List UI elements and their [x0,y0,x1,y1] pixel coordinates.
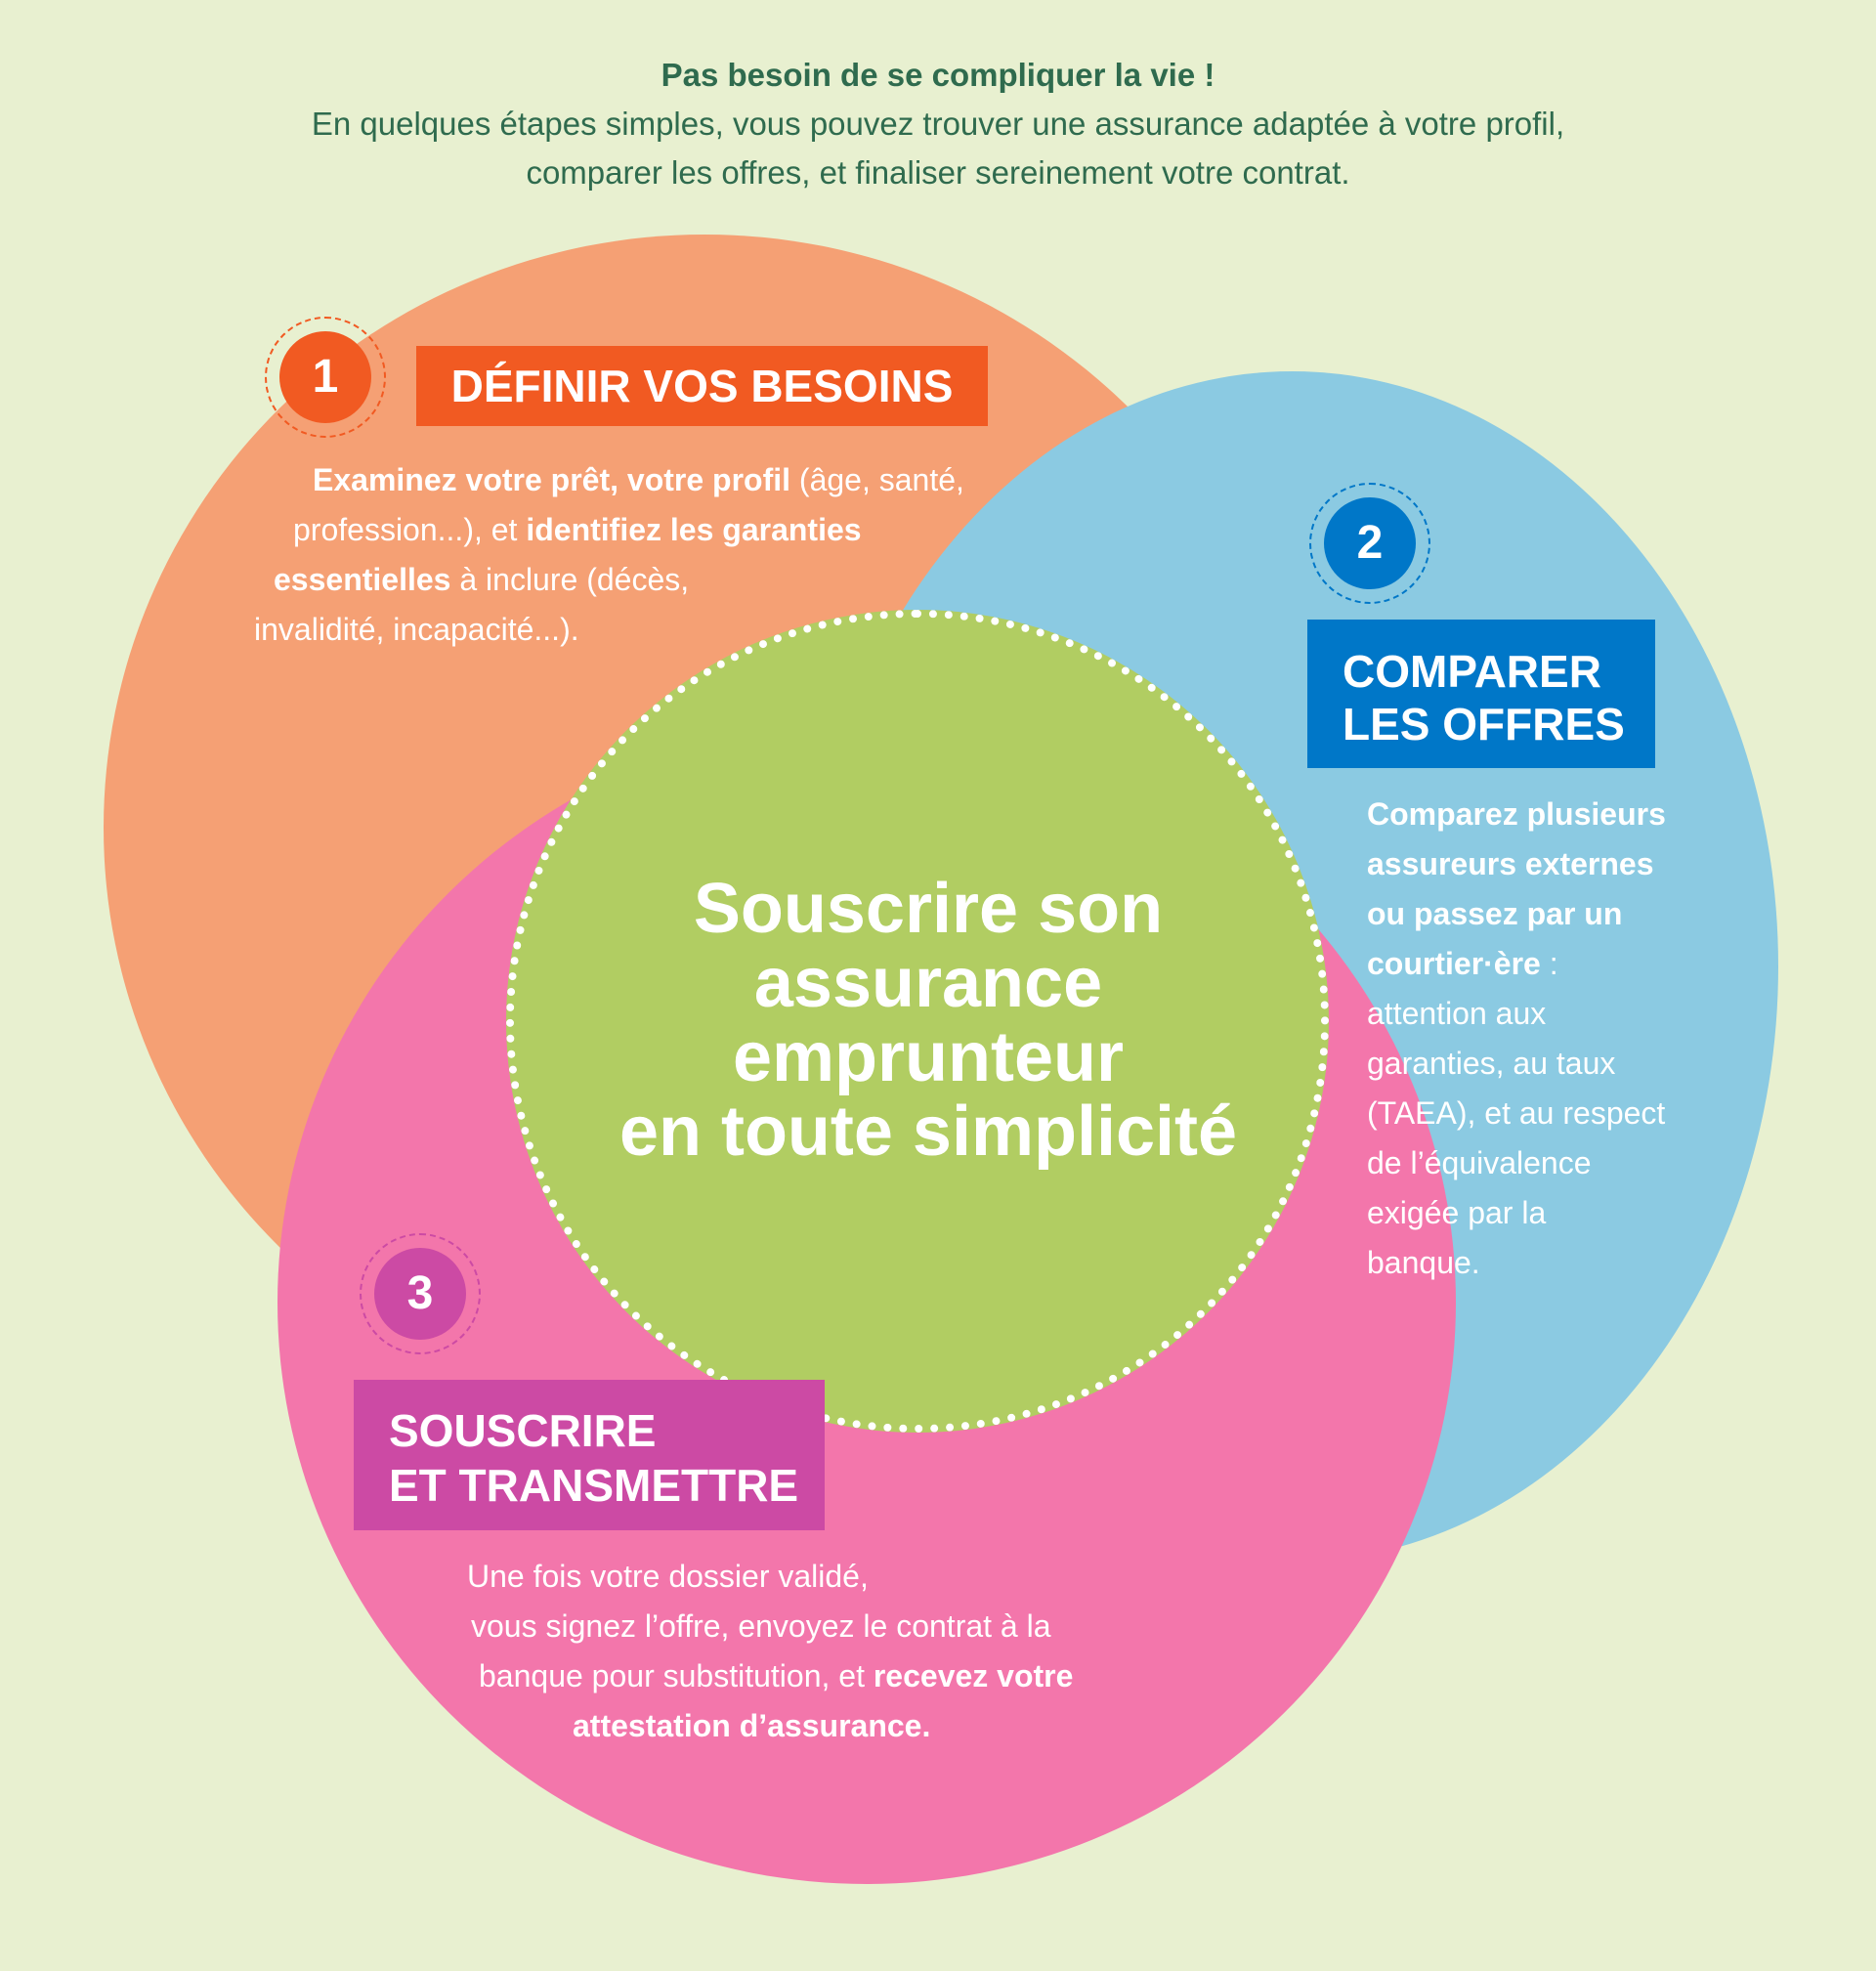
center-title-line: assurance [753,944,1103,1022]
description-line [0,505,964,555]
intro-line-2: comparer les offres, et finaliser sereinement votre contrat. [526,154,1350,191]
step-1-number: 1 [279,331,371,423]
description-line [0,1651,1073,1701]
step-3-title-line: SOUSCRIRE [389,1405,657,1456]
text: garanties, au taux [1367,1046,1616,1081]
center-title-line: Souscrire son [693,870,1164,948]
bold-text: essentielles [274,562,451,597]
text: : [1540,946,1558,981]
text: exigée par la [1367,1195,1547,1230]
description-line [0,555,964,605]
text: de l’équivalence [1367,1145,1592,1180]
description-line [1367,1138,1666,1188]
step-3-title-line: ET TRANSMETTRE [389,1460,799,1511]
intro-text [0,51,1876,197]
text: vous signez l’offre, envoyez le contrat à la [471,1608,1051,1644]
step-3-number: 3 [374,1248,466,1340]
description-line [1367,1238,1666,1288]
step-3-title [354,1380,825,1530]
bold-text: assureurs externes [1367,846,1654,881]
description-line [0,605,964,655]
description-line [0,1602,1073,1651]
bold-text: Examinez votre prêt, votre profil [313,462,791,497]
description-line [1367,989,1666,1039]
text: à inclure (décès, [450,562,690,597]
description-line [1367,939,1666,989]
text: Une fois votre dossier validé, [467,1559,869,1594]
intro-title: Pas besoin de se compliquer la vie ! [661,57,1215,93]
bold-text: Comparez plusieurs [1367,796,1666,832]
description-line [0,455,964,505]
step-2-title [1307,620,1655,768]
description-line [1367,1039,1666,1089]
center-title [567,872,1290,1169]
step-2-description [1367,790,1666,1288]
text: banque. [1367,1245,1480,1280]
description-line [1367,839,1666,889]
step-2-title-line: LES OFFRES [1343,699,1625,750]
bold-text: recevez votre [873,1658,1074,1693]
description-line [1367,1089,1666,1138]
text: (âge, santé, [790,462,964,497]
bold-text: courtier·ère [1367,946,1541,981]
step-2-title-line: COMPARER [1343,646,1601,697]
description-line [1367,889,1666,939]
bold-text: attestation d’assurance. [573,1708,931,1743]
description-line [0,1552,1073,1602]
text: banque pour substitution, et [479,1658,874,1693]
step-1-description [0,455,964,655]
description-line [0,1701,1073,1751]
step-2-number: 2 [1324,497,1416,589]
bold-text: ou passez par un [1367,896,1623,931]
step-1-title: DÉFINIR VOS BESOINS [416,346,988,426]
step-3-description [0,1552,1073,1751]
center-title-line: emprunteur [732,1018,1125,1096]
text: profession...), et [293,512,527,547]
center-title-line: en toute simplicité [618,1093,1238,1171]
text: invalidité, incapacité...). [254,612,579,647]
intro-line-1: En quelques étapes simples, vous pouvez trouver une assurance adaptée à votre profil, [311,106,1565,142]
description-line [1367,790,1666,839]
description-line [1367,1188,1666,1238]
bold-text: identifiez les garanties [526,512,862,547]
text: (TAEA), et au respect [1367,1095,1666,1131]
text: attention aux [1367,996,1547,1031]
